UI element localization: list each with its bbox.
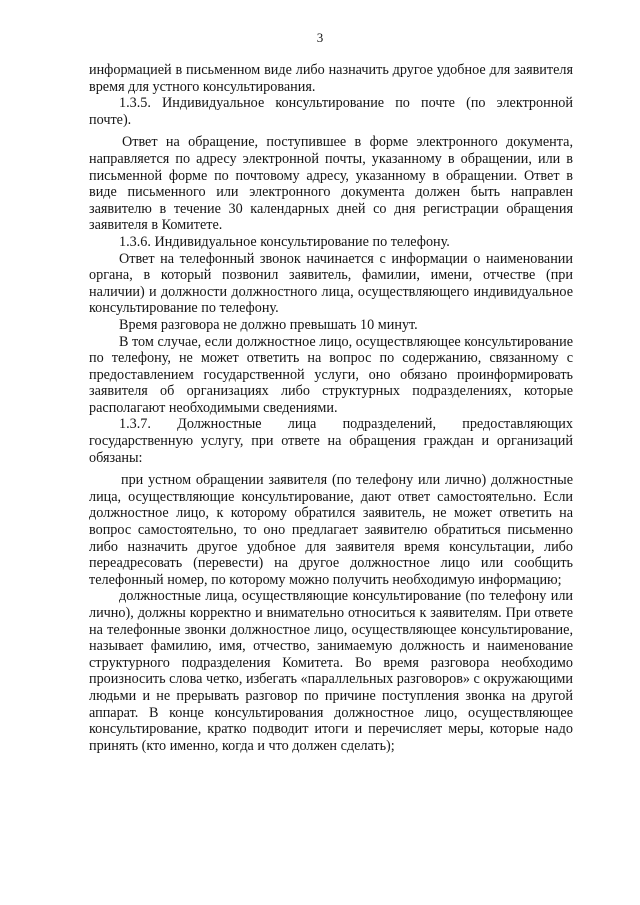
paragraph: 1.3.7. Должностные лица подразделений, предоставляющих государственную услугу, при ответе на обращения граждан и организаций обязаны: [89, 416, 573, 466]
paragraph: Время разговора не должно превышать 10 минут. [119, 316, 418, 333]
paragraph: 1.3.5. Индивидуальное консультирование по почте (по электронной почте). [89, 95, 573, 128]
paragraph: Ответ на обращение, поступившее в форме электронного документа, направляется по адресу электронной почты, указанному в обращении, или в письменной форме по почтовому адресу, указанному в обращении. Ответ в виде письменного или электронного документа должен быть направлен заявителю в течение 30 календарных дней со дня регистрации обращения заявителя в Комитете. [89, 134, 573, 234]
paragraph: 1.3.6. Индивидуальное консультирование по телефону. [119, 233, 450, 250]
paragraph: при устном обращении заявителя (по телефону или лично) должностные лица, осуществляющие консультирование, дают ответ самостоятельно. Если должностное лицо, к которому обратился заявитель, не может ответить на вопрос самостоятельно, то оно предлагает заявителю обратиться письменно либо назначить другое удобное для заявителя время консультации, либо переадресовать (перевести) на другое должностное лицо или сообщить телефонный номер, по которому можно получить необходимую информацию; [89, 472, 573, 588]
paragraph: должностные лица, осуществляющие консультирование (по телефону или лично), должны корректно и внимательно относиться к заявителям. При ответе на телефонные звонки должностное лицо, осуществляющее консультирование, называет фамилию, имя, отчество, занимаемую должность и наименование структурного подразделения Комитета. Во время разговора необходимо произносить слова четко, избегать «параллельных разговоров» с окружающими людьми и не прерывать разговор по причине поступления звонка на другой аппарат. В конце консультирования должностное лицо, осуществляющее консультирование, кратко подводит итоги и перечисляет меры, которые надо принять (кто именно, когда и что должен сделать); [89, 588, 573, 754]
document-body [89, 62, 573, 754]
paragraph: Ответ на телефонный звонок начинается с информации о наименовании органа, в который позвонил заявитель, фамилии, имени, отчестве (при наличии) и должности должностного лица, осуществляющего индивидуальное консультирование по телефону. [89, 250, 573, 317]
paragraph: информацией в письменном виде либо назначить другое удобное для заявителя время для устного консультирования. [89, 62, 573, 95]
paragraph: В том случае, если должностное лицо, осуществляющее консультирование по телефону, не может ответить на вопрос по содержанию, связанному с предоставлением государственной услуги, оно обязано проинформировать заявителя об организациях либо структурных подразделениях, которые располагают необходимыми сведениями. [89, 333, 573, 416]
page-number: 3 [316, 30, 324, 45]
